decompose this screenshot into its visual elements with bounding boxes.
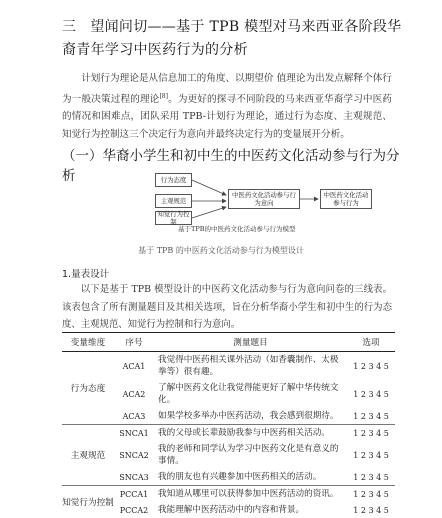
code-cell: PCCA2 (114, 502, 154, 518)
options-cell: 1 2 3 4 5 (347, 502, 395, 518)
dimension-cell: 行为态度 (62, 352, 114, 425)
heading-scale-design: 1.量表设计 (62, 266, 109, 280)
citation[interactable]: [8] (159, 93, 168, 100)
item-cell: 我的朋友也有兴趣参加中医药相关的活动。 (154, 469, 347, 486)
table-row (62, 425, 395, 442)
diagram-caption: 基于TPB的中医药文化活动参与行为模型 (178, 224, 296, 233)
header-code: 序号 (114, 333, 154, 352)
intro-text-b: 。为更好的探寻不同阶段的马来西亚华裔学习中医药的情况和困难点，团队采用 TPB-计划行为理论，通过行为态度、主观规范、知觉行为控制这三个决定行为意向并最终决定行为的变量展开分析。 (62, 94, 392, 140)
options-cell: 1 2 3 4 5 (347, 425, 395, 442)
section-title (62, 16, 402, 62)
options-cell: 1 2 3 4 5 (347, 408, 395, 425)
subsection-heading: （一）华裔小学生和初中生的中医药文化活动参与行为分析 (62, 144, 402, 184)
intro-text-a: 计划行为理论是从信息加工的角度、以期望价 值理论为出发点解释个体行为一般决策过程的理论 (62, 73, 392, 105)
header-options: 选项 (347, 333, 395, 352)
questionnaire-table (62, 332, 395, 518)
item-cell: 我知道从哪里可以获得参加中医药活动的资讯。 (154, 486, 347, 503)
code-cell: SNCA2 (114, 441, 154, 469)
box-attitude: 行为态度 (155, 173, 192, 187)
options-cell: 1 2 3 4 5 (347, 441, 395, 469)
item-cell: 如果学校多举办中医药活动，我会感到很期待。 (154, 408, 347, 425)
box-control: 知觉行为控制 (155, 211, 192, 225)
item-cell: 我能理解中医药活动中的内容和背景。 (154, 502, 347, 518)
item-cell: 我的老师和同学认为学习中医药文化是有意义的事情。 (154, 441, 347, 469)
header-item: 测量题目 (154, 333, 347, 352)
options-cell: 1 2 3 4 5 (347, 469, 395, 486)
box-behavior: 中医药文化活动参与行为 (320, 189, 372, 209)
code-cell: ACA2 (114, 380, 154, 408)
table-row (62, 486, 395, 503)
code-cell: PCCA1 (114, 486, 154, 503)
arrow-control-intention (192, 207, 226, 218)
code-cell: ACA1 (114, 352, 154, 381)
table-header-row (62, 333, 395, 352)
figure-caption: 基于 TPB 的中医药文化活动参与行为模型设计 (0, 245, 442, 256)
box-intention: 中医药文化活动参与行为意向 (228, 189, 300, 209)
table-row (62, 352, 395, 381)
intro-paragraph (62, 70, 392, 143)
section-number: 三 (62, 19, 76, 35)
options-cell: 1 2 3 4 5 (347, 380, 395, 408)
box-norm: 主观规范 (155, 194, 192, 208)
dimension-cell: 主观规范 (62, 425, 114, 486)
header-dimension: 变量维度 (62, 333, 114, 352)
section-title-text: 望闻问切——基于 TPB 模型对马来西亚各阶段华裔青年学习中医药行为的分析 (62, 19, 401, 58)
scale-paragraph: 以下是基于 TPB 模型设计的中医药文化活动参与行为意向问卷的三线表。该表包含了所有测量题目及其相关选项，旨在分析华裔小学生和初中生的行为态度、主观规范、知觉行为控制和行为意向。 (62, 281, 392, 334)
options-cell: 1 2 3 4 5 (347, 486, 395, 503)
options-cell: 1 2 3 4 5 (347, 352, 395, 381)
item-cell: 我觉得中医药相关课外活动（如香囊制作、太极拳等）很有趣。 (154, 352, 347, 381)
code-cell: SNCA1 (114, 425, 154, 442)
code-cell: SNCA3 (114, 469, 154, 486)
item-cell: 了解中医药文化让我觉得能更好了解中华传统文化。 (154, 380, 347, 408)
item-cell: 我的父母或长辈鼓励我参与中医药相关活动。 (154, 425, 347, 442)
code-cell: ACA3 (114, 408, 154, 425)
dimension-cell: 知觉行为控制 (62, 486, 114, 518)
